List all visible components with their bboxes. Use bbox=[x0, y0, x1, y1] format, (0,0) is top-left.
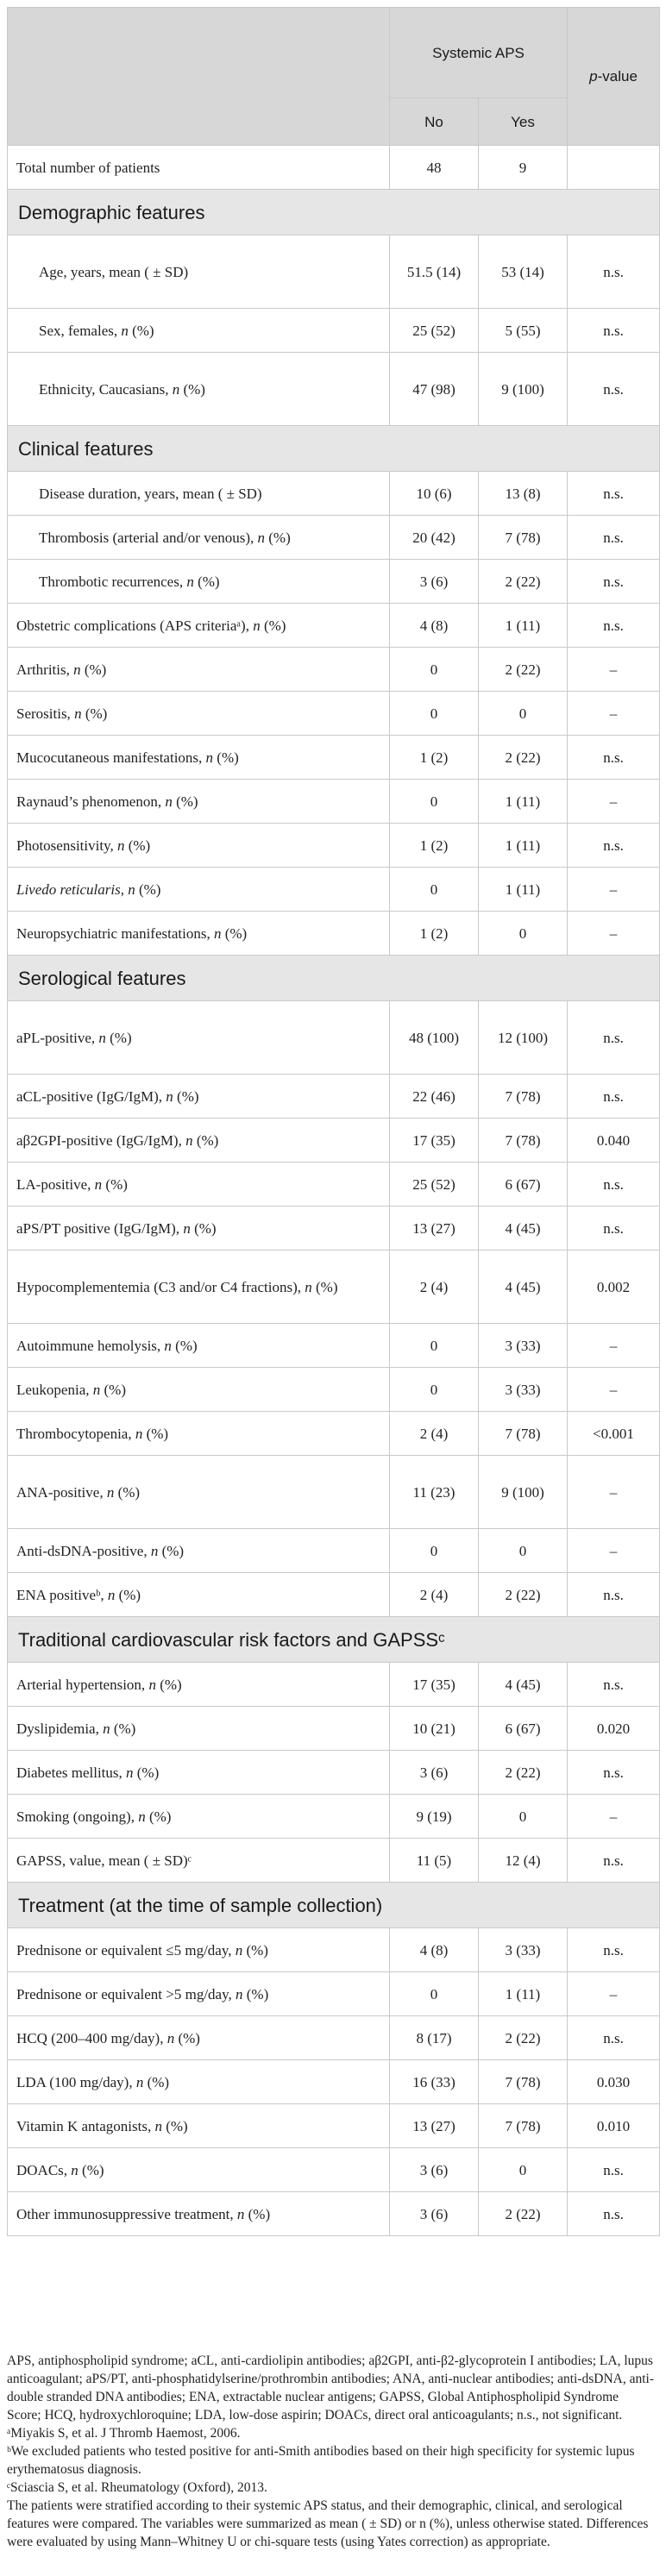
table-row bbox=[8, 1368, 660, 1412]
p-value: – bbox=[568, 1972, 660, 2016]
p-value: – bbox=[568, 648, 660, 692]
value-yes: 2 (22) bbox=[479, 1751, 568, 1795]
table-row bbox=[8, 604, 660, 648]
p-value: n.s. bbox=[568, 1163, 660, 1207]
p-value: n.s. bbox=[568, 2148, 660, 2192]
value-no: 51.5 (14) bbox=[390, 235, 479, 309]
header-col-no: No bbox=[390, 98, 479, 146]
p-value: n.s. bbox=[568, 736, 660, 780]
row-label: Arterial hypertension, n (%) bbox=[8, 1663, 390, 1707]
row-label: aCL-positive (IgG/IgM), n (%) bbox=[8, 1075, 390, 1119]
value-no: 0 bbox=[390, 1324, 479, 1368]
value-no: 0 bbox=[390, 780, 479, 824]
section-title: Demographic features bbox=[8, 190, 660, 235]
table-row bbox=[8, 1663, 660, 1707]
p-value: n.s. bbox=[568, 353, 660, 426]
value-yes: 9 (100) bbox=[479, 353, 568, 426]
row-label: DOACs, n (%) bbox=[8, 2148, 390, 2192]
row-label: Total number of patients bbox=[8, 146, 390, 190]
value-yes: 7 (78) bbox=[479, 2060, 568, 2104]
footnote-a: ᵃMiyakis S, et al. J Thromb Haemost, 2006. bbox=[7, 2426, 241, 2441]
value-no: 11 (5) bbox=[390, 1839, 479, 1883]
table-row bbox=[8, 1456, 660, 1529]
value-yes: 2 (22) bbox=[479, 560, 568, 604]
value-no: 2 (4) bbox=[390, 1573, 479, 1617]
section-title: Clinical features bbox=[8, 426, 660, 472]
value-no: 48 bbox=[390, 146, 479, 190]
p-value: 0.002 bbox=[568, 1250, 660, 1324]
value-no: 9 (19) bbox=[390, 1795, 479, 1839]
p-value: – bbox=[568, 692, 660, 736]
value-no: 8 (17) bbox=[390, 2016, 479, 2060]
patient-characteristics-table bbox=[7, 7, 660, 2236]
p-value: n.s. bbox=[568, 824, 660, 868]
row-label: Age, years, mean ( ± SD) bbox=[8, 235, 390, 309]
table-row bbox=[8, 1001, 660, 1075]
row-label: Ethnicity, Caucasians, n (%) bbox=[8, 353, 390, 426]
p-value: 0.040 bbox=[568, 1119, 660, 1163]
value-no: 10 (21) bbox=[390, 1707, 479, 1751]
table-row bbox=[8, 146, 660, 190]
row-label: Other immunosuppressive treatment, n (%) bbox=[8, 2192, 390, 2236]
value-yes: 0 bbox=[479, 2148, 568, 2192]
value-no: 1 (2) bbox=[390, 824, 479, 868]
p-value: – bbox=[568, 868, 660, 912]
row-label: Thrombocytopenia, n (%) bbox=[8, 1412, 390, 1456]
p-value: – bbox=[568, 1456, 660, 1529]
table-row bbox=[8, 1119, 660, 1163]
value-no: 10 (6) bbox=[390, 472, 479, 516]
value-yes: 3 (33) bbox=[479, 1324, 568, 1368]
value-no: 48 (100) bbox=[390, 1001, 479, 1075]
value-yes: 6 (67) bbox=[479, 1163, 568, 1207]
value-no: 4 (8) bbox=[390, 1928, 479, 1972]
value-no: 25 (52) bbox=[390, 309, 479, 353]
table-row bbox=[8, 1795, 660, 1839]
p-value bbox=[568, 146, 660, 190]
value-no: 0 bbox=[390, 692, 479, 736]
row-label: ANA-positive, n (%) bbox=[8, 1456, 390, 1529]
p-value: – bbox=[568, 780, 660, 824]
p-value: n.s. bbox=[568, 516, 660, 560]
table-row bbox=[8, 472, 660, 516]
p-value: n.s. bbox=[568, 2016, 660, 2060]
p-value: 0.010 bbox=[568, 2104, 660, 2148]
value-no: 17 (35) bbox=[390, 1663, 479, 1707]
table-row bbox=[8, 560, 660, 604]
value-no: 0 bbox=[390, 648, 479, 692]
header-blank-cell bbox=[8, 8, 390, 146]
row-label: Prednisone or equivalent ≤5 mg/day, n (%) bbox=[8, 1928, 390, 1972]
p-value: n.s. bbox=[568, 2192, 660, 2236]
value-yes: 6 (67) bbox=[479, 1707, 568, 1751]
value-no: 4 (8) bbox=[390, 604, 479, 648]
value-yes: 1 (11) bbox=[479, 604, 568, 648]
value-yes: 2 (22) bbox=[479, 2192, 568, 2236]
value-yes: 0 bbox=[479, 912, 568, 956]
p-value: <0.001 bbox=[568, 1412, 660, 1456]
value-yes: 7 (78) bbox=[479, 516, 568, 560]
value-yes: 1 (11) bbox=[479, 868, 568, 912]
row-label: Obstetric complications (APS criteriaᵃ), n (%) bbox=[8, 604, 390, 648]
value-yes: 4 (45) bbox=[479, 1663, 568, 1707]
table-row bbox=[8, 309, 660, 353]
footnote-c: ᶜSciascia S, et al. Rheumatology (Oxford), 2013. bbox=[7, 2480, 267, 2495]
p-value: n.s. bbox=[568, 472, 660, 516]
section-header bbox=[8, 426, 660, 472]
value-no: 2 (4) bbox=[390, 1250, 479, 1324]
value-yes: 5 (55) bbox=[479, 309, 568, 353]
row-label: Sex, females, n (%) bbox=[8, 309, 390, 353]
row-label: Arthritis, n (%) bbox=[8, 648, 390, 692]
table-row bbox=[8, 1075, 660, 1119]
value-yes: 53 (14) bbox=[479, 235, 568, 309]
value-yes: 12 (4) bbox=[479, 1839, 568, 1883]
table-row bbox=[8, 1839, 660, 1883]
row-label: aβ2GPI-positive (IgG/IgM), n (%) bbox=[8, 1119, 390, 1163]
row-label: aPS/PT positive (IgG/IgM), n (%) bbox=[8, 1207, 390, 1250]
value-yes: 3 (33) bbox=[479, 1368, 568, 1412]
table-row bbox=[8, 780, 660, 824]
value-yes: 0 bbox=[479, 1529, 568, 1573]
row-label: Livedo reticularis, n (%) bbox=[8, 868, 390, 912]
p-value: – bbox=[568, 1368, 660, 1412]
p-value: 0.030 bbox=[568, 2060, 660, 2104]
value-no: 0 bbox=[390, 1368, 479, 1412]
row-label: Mucocutaneous manifestations, n (%) bbox=[8, 736, 390, 780]
p-value: n.s. bbox=[568, 1663, 660, 1707]
value-yes: 9 bbox=[479, 146, 568, 190]
value-yes: 2 (22) bbox=[479, 648, 568, 692]
value-yes: 2 (22) bbox=[479, 2016, 568, 2060]
p-value: – bbox=[568, 1324, 660, 1368]
p-value: n.s. bbox=[568, 235, 660, 309]
header-group-label: Systemic APS bbox=[390, 8, 568, 98]
row-label: Neuropsychiatric manifestations, n (%) bbox=[8, 912, 390, 956]
row-label: Vitamin K antagonists, n (%) bbox=[8, 2104, 390, 2148]
table-row bbox=[8, 912, 660, 956]
p-value: n.s. bbox=[568, 1075, 660, 1119]
section-title: Treatment (at the time of sample collection) bbox=[8, 1883, 660, 1928]
header-col-yes: Yes bbox=[479, 98, 568, 146]
p-value: n.s. bbox=[568, 309, 660, 353]
value-yes: 2 (22) bbox=[479, 736, 568, 780]
value-yes: 1 (11) bbox=[479, 780, 568, 824]
value-yes: 7 (78) bbox=[479, 2104, 568, 2148]
value-no: 25 (52) bbox=[390, 1163, 479, 1207]
section-header bbox=[8, 1617, 660, 1663]
p-value: – bbox=[568, 912, 660, 956]
table-row bbox=[8, 1207, 660, 1250]
table-row bbox=[8, 1250, 660, 1324]
header-p-value: p-value bbox=[568, 8, 660, 146]
value-no: 3 (6) bbox=[390, 2148, 479, 2192]
row-label: GAPSS, value, mean ( ± SD)ᶜ bbox=[8, 1839, 390, 1883]
p-value: n.s. bbox=[568, 1751, 660, 1795]
value-no: 2 (4) bbox=[390, 1412, 479, 1456]
value-yes: 7 (78) bbox=[479, 1412, 568, 1456]
p-value: n.s. bbox=[568, 1573, 660, 1617]
value-yes: 13 (8) bbox=[479, 472, 568, 516]
p-value: n.s. bbox=[568, 560, 660, 604]
value-yes: 0 bbox=[479, 692, 568, 736]
table-row bbox=[8, 1707, 660, 1751]
value-yes: 1 (11) bbox=[479, 824, 568, 868]
value-no: 3 (6) bbox=[390, 1751, 479, 1795]
table-row bbox=[8, 824, 660, 868]
table-row bbox=[8, 353, 660, 426]
p-value: – bbox=[568, 1795, 660, 1839]
value-no: 3 (6) bbox=[390, 560, 479, 604]
table-row bbox=[8, 516, 660, 560]
p-value: n.s. bbox=[568, 1207, 660, 1250]
row-label: Thrombotic recurrences, n (%) bbox=[8, 560, 390, 604]
table-row bbox=[8, 1928, 660, 1972]
row-label: Thrombosis (arterial and/or venous), n (%) bbox=[8, 516, 390, 560]
table-row bbox=[8, 648, 660, 692]
row-label: Anti-dsDNA-positive, n (%) bbox=[8, 1529, 390, 1573]
row-label: Autoimmune hemolysis, n (%) bbox=[8, 1324, 390, 1368]
value-no: 0 bbox=[390, 1972, 479, 2016]
row-label: Dyslipidemia, n (%) bbox=[8, 1707, 390, 1751]
table-row bbox=[8, 692, 660, 736]
row-label: Disease duration, years, mean ( ± SD) bbox=[8, 472, 390, 516]
row-label: Prednisone or equivalent >5 mg/day, n (%) bbox=[8, 1972, 390, 2016]
value-no: 3 (6) bbox=[390, 2192, 479, 2236]
row-label: Hypocomplementemia (C3 and/or C4 fractions), n (%) bbox=[8, 1250, 390, 1324]
table-row bbox=[8, 235, 660, 309]
value-yes: 2 (22) bbox=[479, 1573, 568, 1617]
p-value: n.s. bbox=[568, 1839, 660, 1883]
p-value: n.s. bbox=[568, 1928, 660, 1972]
value-yes: 7 (78) bbox=[479, 1119, 568, 1163]
table-row bbox=[8, 1324, 660, 1368]
value-no: 13 (27) bbox=[390, 1207, 479, 1250]
p-value: n.s. bbox=[568, 1001, 660, 1075]
table-row bbox=[8, 868, 660, 912]
table-row bbox=[8, 736, 660, 780]
value-no: 0 bbox=[390, 868, 479, 912]
row-label: ENA positiveᵇ, n (%) bbox=[8, 1573, 390, 1617]
p-value: n.s. bbox=[568, 604, 660, 648]
section-header bbox=[8, 1883, 660, 1928]
value-no: 0 bbox=[390, 1529, 479, 1573]
row-label: Photosensitivity, n (%) bbox=[8, 824, 390, 868]
section-title: Traditional cardiovascular risk factors and GAPSSᶜ bbox=[8, 1617, 660, 1663]
table-row bbox=[8, 2104, 660, 2148]
row-label: Smoking (ongoing), n (%) bbox=[8, 1795, 390, 1839]
value-no: 11 (23) bbox=[390, 1456, 479, 1529]
table-notes bbox=[7, 2352, 656, 2551]
value-no: 17 (35) bbox=[390, 1119, 479, 1163]
value-yes: 7 (78) bbox=[479, 1075, 568, 1119]
table-row bbox=[8, 1163, 660, 1207]
value-no: 16 (33) bbox=[390, 2060, 479, 2104]
table-row bbox=[8, 2016, 660, 2060]
description-note: The patients were stratified according to their systemic APS status, and their demographic, clinical, and serological features were compared. The variables were summarized as mean ( ± SD) or n (%), unless otherwise stated. Differences were evaluated by using Mann–Whitney U or chi-square tests (using Yates correction) as appropriate. bbox=[7, 2498, 649, 2549]
section-header bbox=[8, 956, 660, 1001]
value-yes: 4 (45) bbox=[479, 1250, 568, 1324]
table-row bbox=[8, 2192, 660, 2236]
value-no: 1 (2) bbox=[390, 736, 479, 780]
table-row bbox=[8, 1529, 660, 1573]
value-yes: 3 (33) bbox=[479, 1928, 568, 1972]
row-label: aPL-positive, n (%) bbox=[8, 1001, 390, 1075]
footnote-b: ᵇWe excluded patients who tested positive for anti-Smith antibodies based on their high specificity for systemic lupus erythematosus diagnosis. bbox=[7, 2444, 635, 2477]
section-header bbox=[8, 190, 660, 235]
value-yes: 0 bbox=[479, 1795, 568, 1839]
row-label: Leukopenia, n (%) bbox=[8, 1368, 390, 1412]
row-label: LDA (100 mg/day), n (%) bbox=[8, 2060, 390, 2104]
value-no: 47 (98) bbox=[390, 353, 479, 426]
p-value: – bbox=[568, 1529, 660, 1573]
value-yes: 4 (45) bbox=[479, 1207, 568, 1250]
value-no: 20 (42) bbox=[390, 516, 479, 560]
table-row bbox=[8, 2148, 660, 2192]
value-yes: 1 (11) bbox=[479, 1972, 568, 2016]
table-row bbox=[8, 1573, 660, 1617]
table-row bbox=[8, 1972, 660, 2016]
abbreviations-note: APS, antiphospholipid syndrome; aCL, anti-cardiolipin antibodies; aβ2GPI, anti-β2-glycoprotein I antibodies; LA, lupus anticoagulant; aPS/PT, anti-phosphatidylserine/prothrombin antibodies; ANA, anti-nuclear antibodies; anti-dsDNA, anti-double stranded DNA antibodies; ENA, extractable nuclear antigens; GAPSS, Global Antiphospholipid Syndrome Score; HCQ, hydroxychloroquine; LDA, low-dose aspirin; DOACs, direct oral anticoagulants; n.s., not significant. bbox=[7, 2353, 655, 2422]
row-label: HCQ (200–400 mg/day), n (%) bbox=[8, 2016, 390, 2060]
value-no: 22 (46) bbox=[390, 1075, 479, 1119]
p-value: 0.020 bbox=[568, 1707, 660, 1751]
table-row bbox=[8, 1412, 660, 1456]
row-label: LA-positive, n (%) bbox=[8, 1163, 390, 1207]
table-row bbox=[8, 1751, 660, 1795]
row-label: Diabetes mellitus, n (%) bbox=[8, 1751, 390, 1795]
value-no: 1 (2) bbox=[390, 912, 479, 956]
table-row bbox=[8, 2060, 660, 2104]
value-yes: 9 (100) bbox=[479, 1456, 568, 1529]
value-yes: 12 (100) bbox=[479, 1001, 568, 1075]
section-title: Serological features bbox=[8, 956, 660, 1001]
value-no: 13 (27) bbox=[390, 2104, 479, 2148]
row-label: Raynaud’s phenomenon, n (%) bbox=[8, 780, 390, 824]
table-body bbox=[8, 146, 660, 2236]
row-label: Serositis, n (%) bbox=[8, 692, 390, 736]
